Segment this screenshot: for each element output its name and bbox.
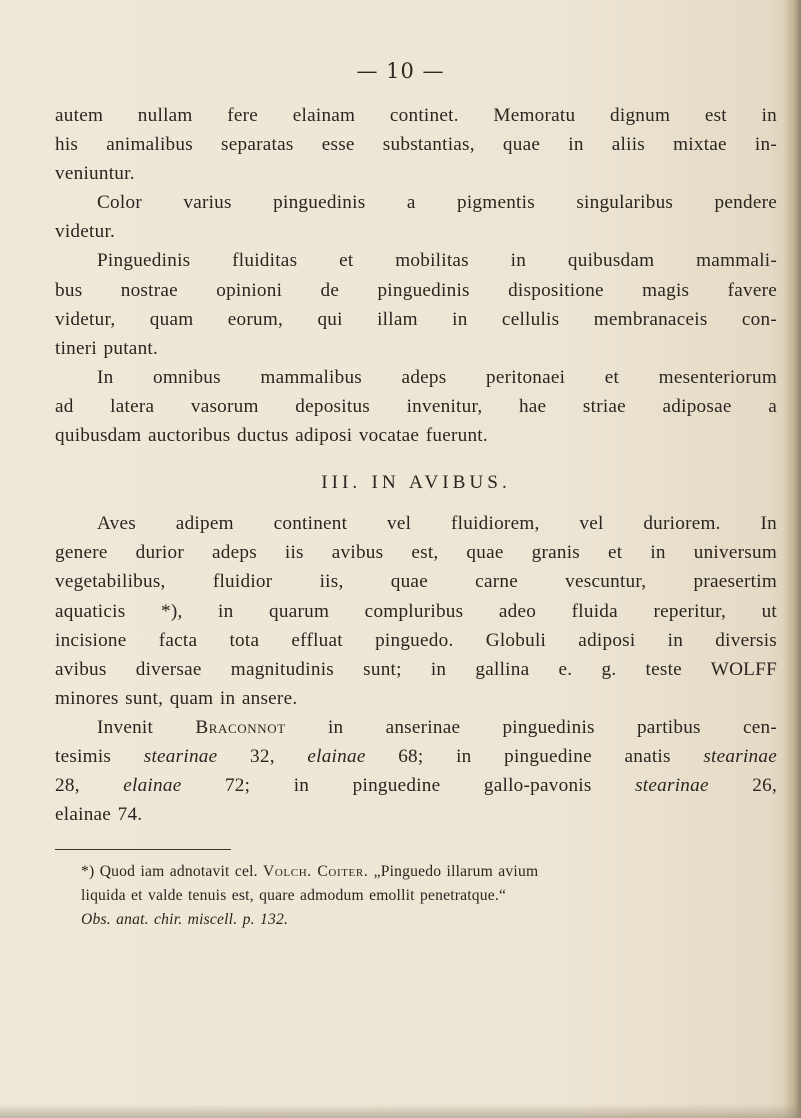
text-line: genere durior adeps iis avibus est, quae granis et in universum — [55, 542, 777, 564]
braconnot-paragraph — [55, 713, 777, 829]
text-line: In omnibus mammalibus adeps peritonaei et mesenteriorum — [97, 366, 777, 388]
text-line: aquaticis *), in quarum compluribus adeo fluida reperitur, ut — [55, 600, 777, 622]
text-fragment: 32, — [217, 745, 308, 767]
text-line: elainae 74. — [55, 804, 143, 826]
author-name: Braconnot — [195, 716, 286, 738]
footnote — [55, 860, 777, 932]
text-line: videtur. — [55, 221, 116, 243]
term-stearinae: stearinae — [143, 745, 218, 767]
text-fragment: *) Quod iam adnotavit cel. — [81, 863, 264, 881]
term-stearinae: stearinae — [635, 775, 709, 797]
text-line: Pinguedinis fluiditas et mobilitas in quibusdam mammali- — [97, 250, 777, 272]
text-line: veniuntur. — [55, 163, 135, 185]
text-line: incisione facta tota effluat pinguedo. Globuli adiposi in diversis — [55, 629, 777, 651]
page-spine-shadow — [783, 0, 801, 1118]
text-line: minores sunt, quam in ansere. — [55, 687, 298, 709]
term-elainae: elainae — [307, 745, 366, 767]
text-line: quibusdam auctoribus ductus adiposi vocatae fuerunt. — [55, 425, 488, 447]
text-fragment: tesimis — [55, 745, 144, 767]
main-text — [55, 101, 777, 932]
text-line: autem nullam fere elainam continet. Memoratu dignum est in — [55, 105, 777, 126]
avian-paragraph — [55, 509, 777, 713]
text-fragment: 26, — [708, 775, 777, 797]
text-line: his animalibus separatas esse substantias, quae in aliis mixtae in- — [55, 134, 777, 156]
text-fragment: 28, — [55, 775, 124, 797]
text-fragment: in anserinae pinguedinis partibus cen- — [285, 716, 777, 738]
text-line: videtur, quam eorum, qui illam in cellulis membranaceis con- — [55, 308, 777, 330]
author-name: Volch. Coiter. — [263, 863, 369, 881]
text-line: bus nostrae opinioni de pinguedinis dispositione magis favere — [55, 279, 777, 301]
text-line — [55, 742, 777, 771]
mammal-paragraphs — [55, 101, 777, 450]
text-line: Color varius pinguedinis a pigmentis singularibus pendere — [97, 192, 777, 214]
text-line — [55, 771, 777, 800]
page-bottom-edge — [0, 1104, 801, 1118]
text-line: Aves adipem continent vel fluidiorem, vel duriorem. In — [97, 513, 777, 535]
text-fragment: „Pinguedo illarum avium — [368, 863, 539, 881]
term-stearinae: stearinae — [703, 745, 777, 767]
footnote-line: liquida et valde tenuis est, quare admodum emollit penetratque.“ — [81, 887, 507, 905]
text-line: vegetabilibus, fluidior iis, quae carne vescuntur, praesertim — [55, 571, 777, 593]
page-number: — 10 — — [356, 59, 445, 83]
footnote-line — [55, 860, 777, 884]
footnote-citation: Obs. anat. chir. miscell. p. 132. — [81, 911, 289, 929]
text-line: ad latera vasorum depositus invenitur, hae striae adiposae a — [55, 395, 777, 417]
section-heading: III. IN AVIBUS. — [321, 472, 511, 494]
text-fragment: 72; in pinguedine gallo-pavonis — [181, 775, 636, 797]
footnote-divider — [55, 849, 231, 850]
text-fragment: Invenit — [97, 716, 196, 738]
text-line: tineri putant. — [55, 337, 159, 359]
text-line: avibus diversae magnitudinis sunt; in gallina e. g. teste WOLFF — [55, 658, 777, 680]
text-fragment: 68; in pinguedine anatis — [365, 745, 704, 767]
text-line — [55, 713, 777, 742]
term-elainae: elainae — [123, 775, 182, 797]
